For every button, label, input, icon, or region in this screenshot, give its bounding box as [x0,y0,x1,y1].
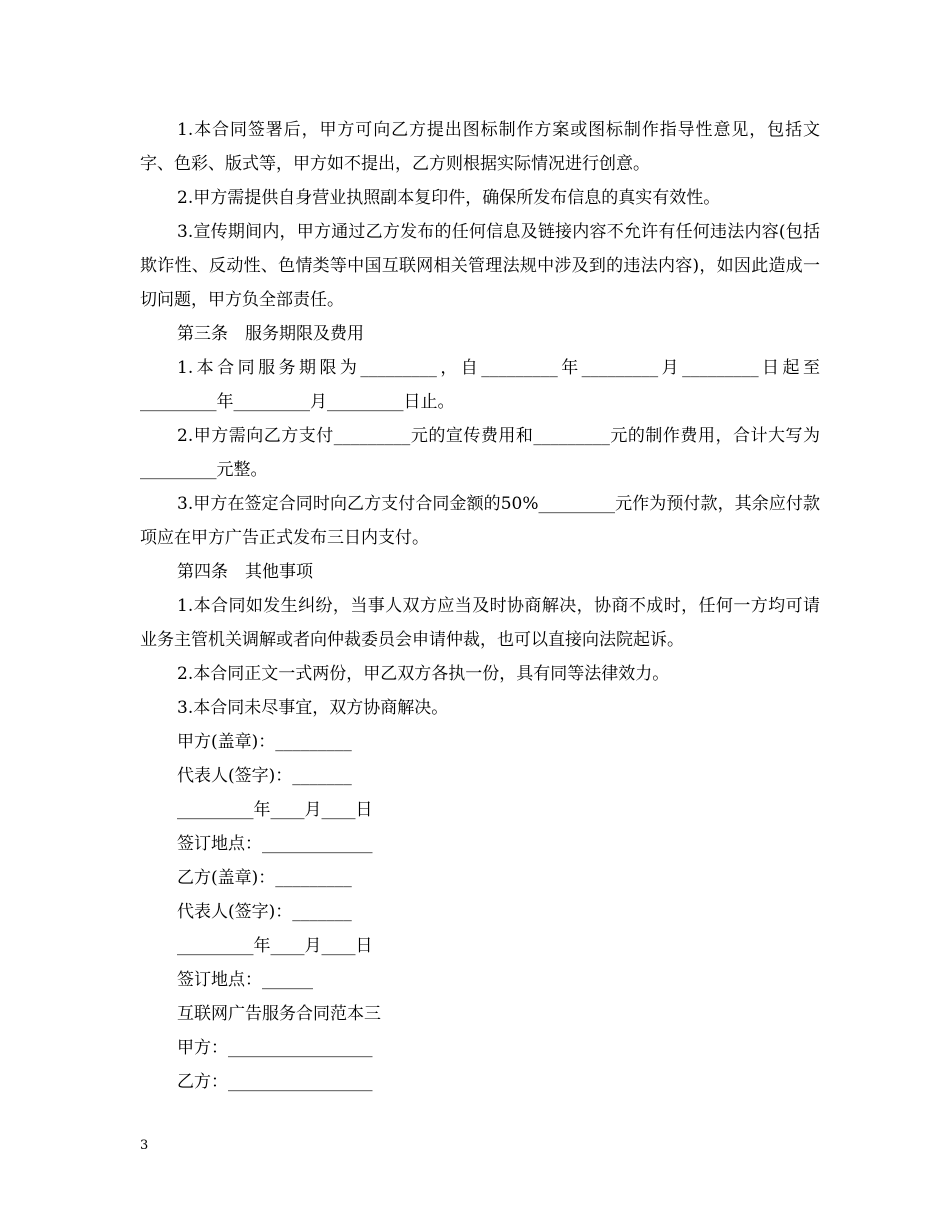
section-heading: 第四条 其他事项 [177,562,313,582]
clause-paragraph: 2.甲方需提供自身营业执照副本复印件，确保所发布信息的真实有效性。 [177,188,721,208]
page-number: 3 [140,1138,149,1153]
clause-paragraph: 3.甲方在签定合同时向乙方支付合同金额的50%_________元作为预付款，其余应付款项应在甲方广告正式发布三日内支付。 [140,494,820,548]
party-a-line: 甲方：_________________ [177,1038,373,1058]
party-b-line: 乙方：_________________ [177,1072,373,1092]
party-a-date-line: _________年____月____日 [177,800,373,820]
party-b-location-line: 签订地点：______ [177,970,313,990]
clause-paragraph: 1.本合同服务期限为_________，自_________年_________月_________日起至_________年_________月_________日止。 [140,358,820,412]
party-b-representative-line: 代表人(签字)：_______ [177,902,352,922]
document-body [140,113,820,1099]
clause-paragraph: 2.甲方需向乙方支付_________元的宣传费用和_________元的制作费用，合计大写为_________元整。 [140,426,820,480]
party-a-seal-line: 甲方(盖章)：_________ [177,732,352,752]
clause-paragraph: 3.宣传期间内，甲方通过乙方发布的任何信息及链接内容不允许有任何违法内容(包括欺诈性、反动性、色情类等中国互联网相关管理法规中涉及到的违法内容)，如因此造成一切问题，甲方负全部责任。 [140,222,820,310]
clause-paragraph: 1.本合同签署后，甲方可向乙方提出图标制作方案或图标制作指导性意见，包括文字、色彩、版式等，甲方如不提出，乙方则根据实际情况进行创意。 [140,120,820,174]
party-a-location-line: 签订地点：_____________ [177,834,373,854]
clause-paragraph: 3.本合同未尽事宜，双方协商解决。 [177,698,449,718]
clause-paragraph: 1.本合同如发生纠纷，当事人双方应当及时协商解决，协商不成时，任何一方均可请业务主管机关调解或者向仲裁委员会申请仲裁，也可以直接向法院起诉。 [140,596,820,650]
clause-paragraph: 2.本合同正文一式两份，甲乙双方各执一份，具有同等法律效力。 [177,664,670,684]
party-a-representative-line: 代表人(签字)：_______ [177,766,352,786]
party-b-seal-line: 乙方(盖章)：_________ [177,868,352,888]
party-b-date-line: _________年____月____日 [177,936,373,956]
section-heading: 第三条 服务期限及费用 [177,324,364,344]
template-title: 互联网广告服务合同范本三 [177,1004,381,1024]
